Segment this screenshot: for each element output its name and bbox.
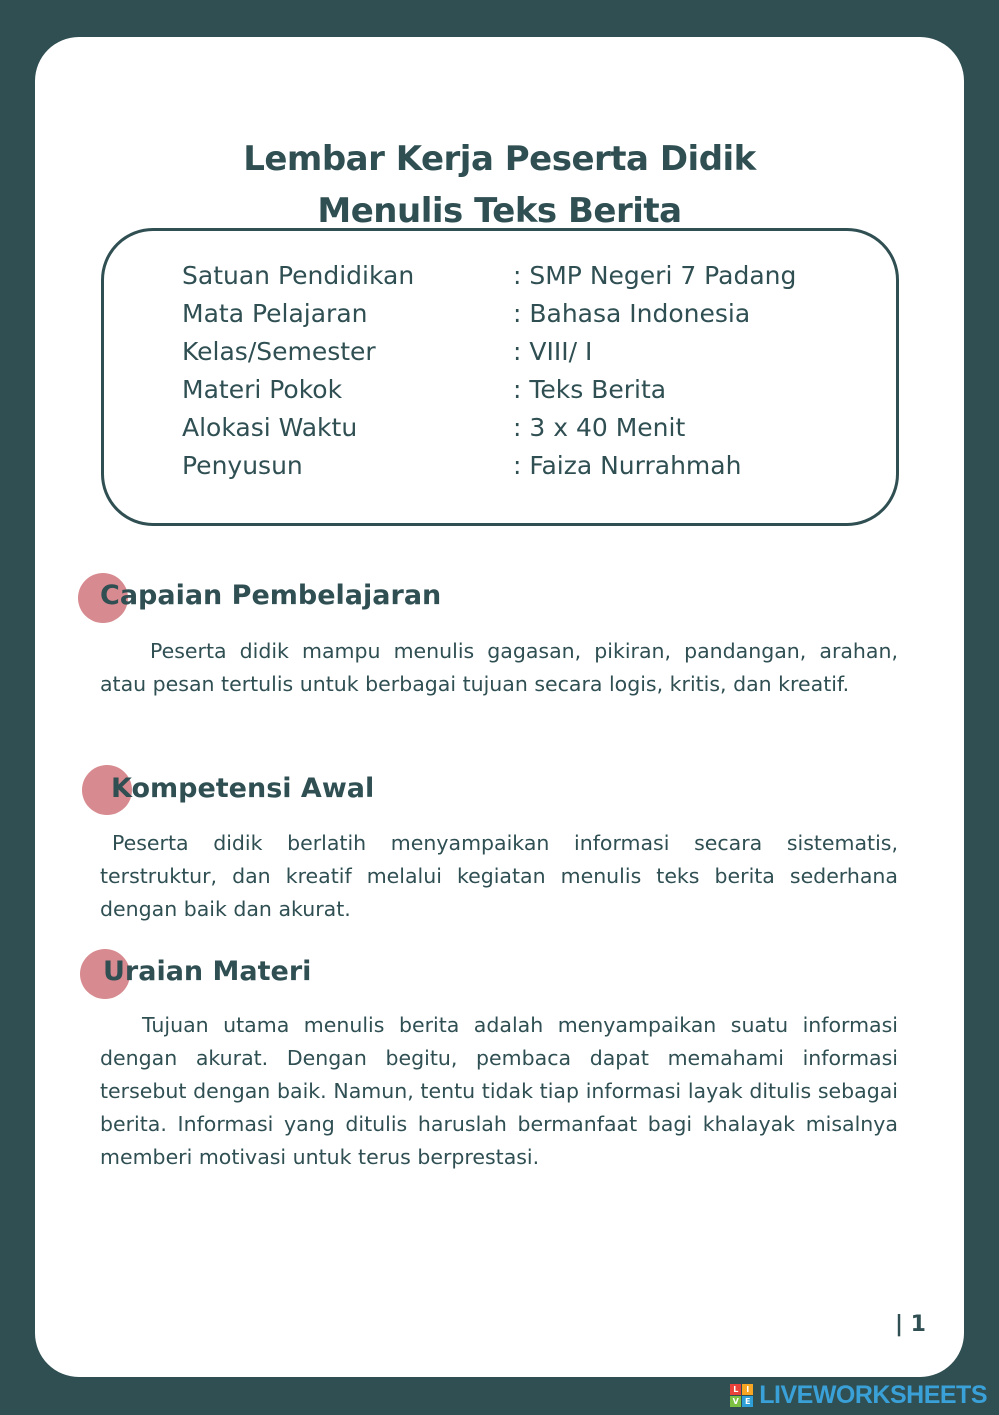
worksheet-page bbox=[35, 37, 964, 1377]
page-title bbox=[35, 133, 964, 237]
info-box bbox=[101, 228, 899, 526]
info-value: : Bahasa Indonesia bbox=[513, 299, 751, 328]
info-label: Materi Pokok bbox=[182, 375, 343, 404]
info-value: : Faiza Nurrahmah bbox=[513, 451, 742, 480]
info-value: : Teks Berita bbox=[513, 375, 667, 404]
title-line-1: Lembar Kerja Peserta Didik bbox=[243, 139, 756, 179]
watermark bbox=[730, 1381, 987, 1409]
page-number: | 1 bbox=[894, 1312, 926, 1337]
section-heading-kompetensi: Kompetensi Awal bbox=[111, 773, 375, 804]
info-label: Satuan Pendidikan bbox=[182, 261, 415, 290]
info-label: Kelas/Semester bbox=[182, 337, 376, 366]
watermark-text: LIVEWORKSHEETS bbox=[759, 1380, 987, 1409]
info-label: Alokasi Waktu bbox=[182, 413, 358, 442]
section-body-uraian: Tujuan utama menulis berita adalah menyampaikan suatu informasi dengan akurat. Dengan begitu, pembaca dapat memahami informasi tersebut dengan baik. Namun, tentu tidak tiap informasi layak ditulis sebagai berita. Informasi yang ditulis haruslah bermanfaat bagi khalayak misalnya memberi motivasi untuk terus berprestasi. bbox=[100, 1013, 898, 1169]
info-value: : SMP Negeri 7 Padang bbox=[513, 261, 797, 290]
section-body-capaian: Peserta didik mampu menulis gagasan, pikiran, pandangan, arahan, atau pesan tertulis untuk berbagai tujuan secara logis, kritis, dan kreatif. bbox=[100, 639, 898, 696]
info-label: Penyusun bbox=[182, 451, 303, 480]
info-label: Mata Pelajaran bbox=[182, 299, 368, 328]
section-heading-uraian: Uraian Materi bbox=[103, 956, 312, 987]
liveworksheets-logo-icon: L I V E bbox=[730, 1384, 753, 1407]
title-line-2: Menulis Teks Berita bbox=[317, 191, 682, 231]
info-value: : 3 x 40 Menit bbox=[513, 413, 686, 442]
info-value: : VIII/ I bbox=[513, 337, 593, 366]
section-heading-capaian: Capaian Pembelajaran bbox=[100, 580, 442, 611]
section-body-kompetensi: Peserta didik berlatih menyampaikan informasi secara sistematis, terstruktur, dan kreatif melalui kegiatan menulis teks berita sederhana dengan baik dan akurat. bbox=[100, 831, 898, 921]
